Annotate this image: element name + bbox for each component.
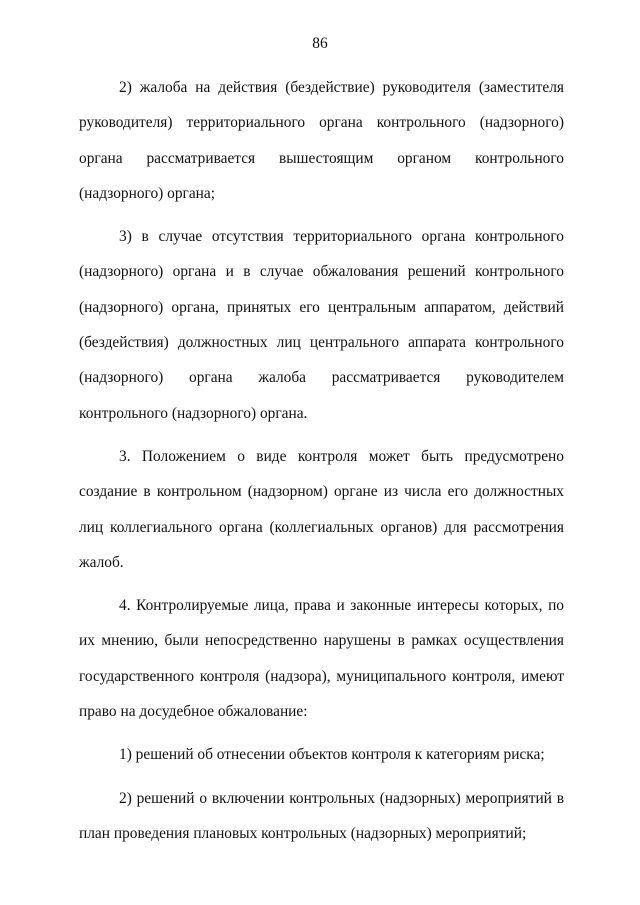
paragraph-item-2-planned-inspections: 2) решений о включении контрольных (надзорных) мероприятий в план проведения плановых контрольных (надзорных) мероприятий; — [79, 789, 564, 842]
paragraph-item-1-risk-categories: 1) решений об отнесении объектов контроля к категориям риска; — [119, 746, 545, 764]
paragraph-item-3-no-territorial-body: 3) в случае отсутствия территориального органа контрольного (надзорного) органа и в случае обжалования решений контрольного (надзорного) органа, принятых его центральным аппаратом, действий (бездействия) должностных лиц центрального аппарата контрольного (надзорного) органа жалоба рассматривается руководителем контрольного (надзорного) органа. — [79, 228, 564, 422]
paragraph-clause-4-pretrial-appeal: 4. Контролируемые лица, права и законные интересы которых, по их мнению, были непосредственно нарушены в рамках осуществления государственного контроля (надзора), муниципального контроля, имеют право на досудебное обжалование: — [79, 597, 564, 721]
paragraph-item-2-complaint-territorial-head: 2) жалоба на действия (бездействие) руководителя (заместителя руководителя) территориального органа контрольного (надзорного) органа рассматривается вышестоящим органом контрольного (надзорного) органа; — [79, 79, 564, 202]
document-body — [79, 70, 564, 859]
page-number: 86 — [312, 35, 328, 52]
paragraph-clause-3-collegial-body: 3. Положением о виде контроля может быть предусмотрено создание в контрольном (надзорном) органе из числа его должностных лиц коллегиального органа (коллегиальных органов) для рассмотрения жалоб. — [79, 447, 564, 571]
